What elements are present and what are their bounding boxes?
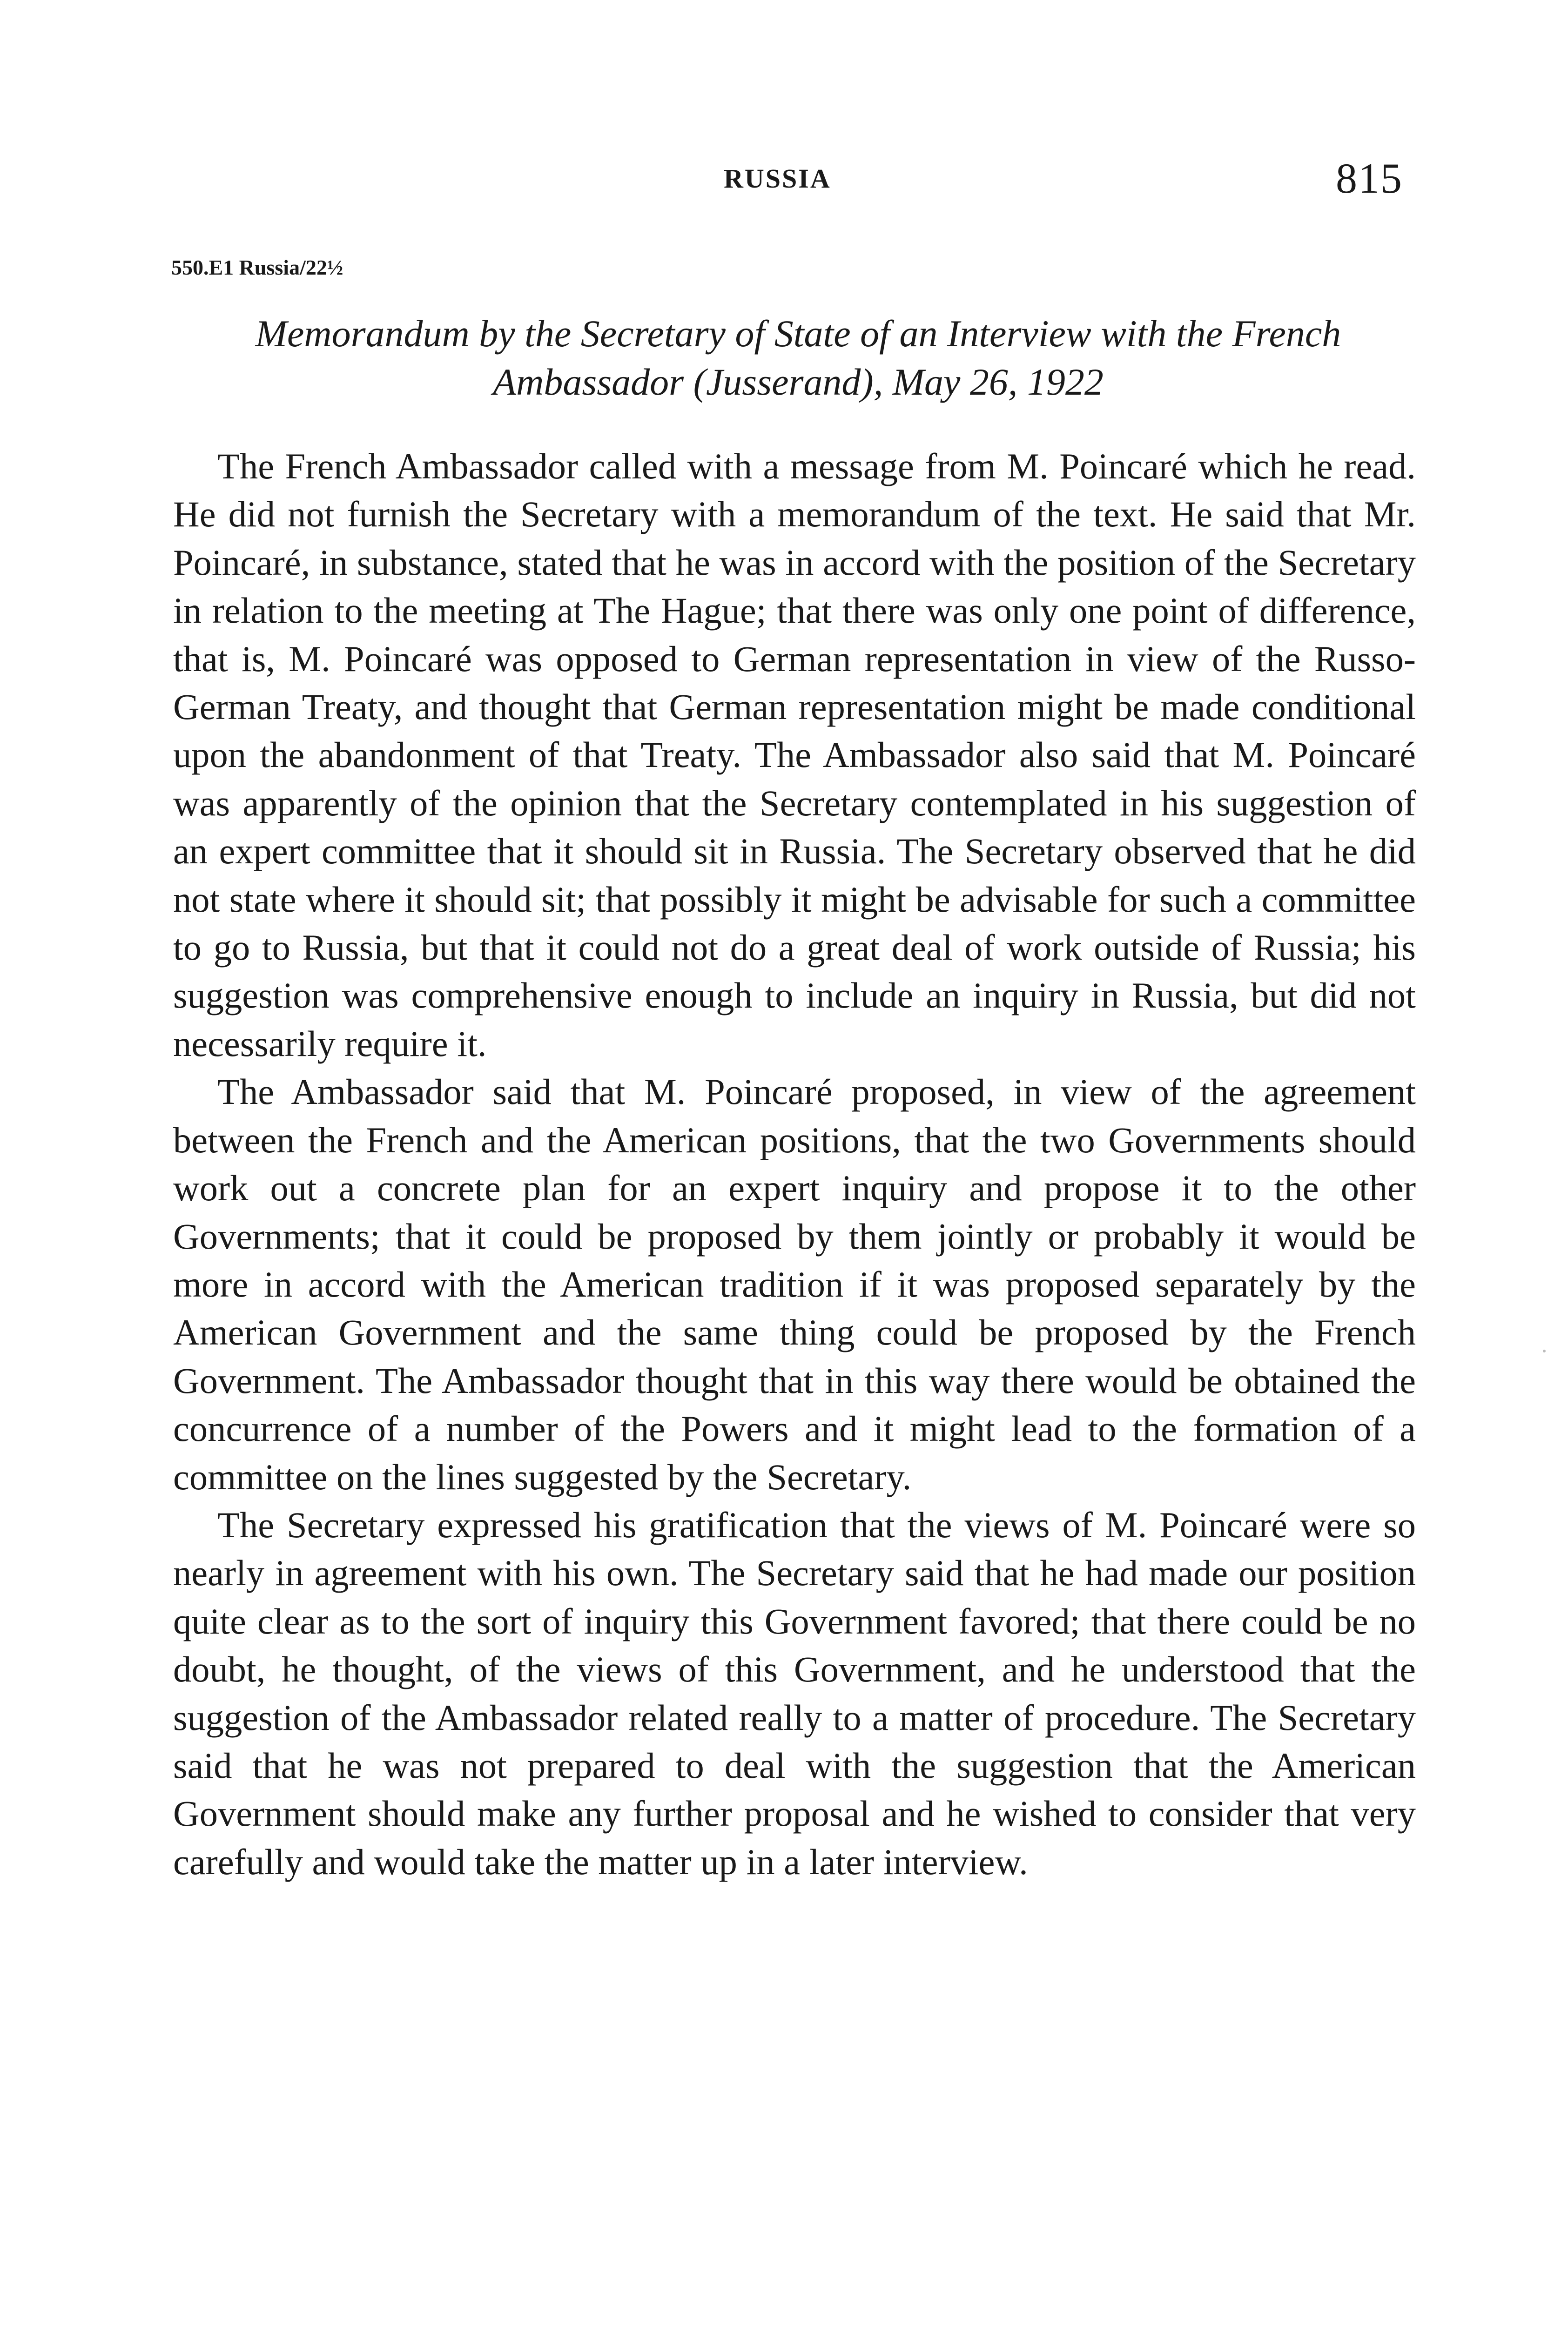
- running-head: [0, 154, 1568, 205]
- document-title: Memorandum by the Secretary of State of an Interview with the French Ambassador (Jusserand), May 26, 1922: [255, 312, 1341, 403]
- document-body: [173, 442, 1416, 1886]
- stray-mark: [1543, 1350, 1546, 1352]
- paragraph-2: The Ambassador said that M. Poincaré proposed, in view of the agreement between the French and the American positions, that the two Governments should work out a concrete plan for an expert inquiry and propose it to the other Governments; that it could be proposed by them jointly or probably it would be more in accord with the American tradition if it was proposed separately by the American Government and the same thing could be proposed by the French Government. The Ambassador thought that in this way there would be obtained the concurrence of a number of the Powers and it might lead to the formation of a committee on the lines suggested by the Secretary.: [173, 1071, 1416, 1497]
- file-number: 550.E1 Russia/22½: [171, 256, 343, 279]
- page-number: 815: [1336, 155, 1403, 202]
- paragraph-1: The French Ambassador called with a message from M. Poincaré which he read. He did not furnish the Secretary with a memorandum of the text. He said that Mr. Poincaré, in substance, stated that he was in accord with the position of the Secretary in relation to the meeting at The Hague; that there was only one point of difference, that is, M. Poincaré was opposed to German representation in view of the Russo-German Treaty, and thought that German representation might be made conditional upon the abandonment of that Treaty. The Ambassador also said that M. Poincaré was apparently of the opinion that the Secretary contemplated in his suggestion of an expert committee that it should sit in Russia. The Secretary observed that he did not state where it should sit; that possibly it might be advisable for such a committee to go to Russia, but that it could not do a great deal of work outside of Russia; his suggestion was comprehensive enough to include an inquiry in Russia, but did not necessarily require it.: [173, 446, 1416, 1064]
- running-title: RUSSIA: [724, 163, 831, 194]
- paragraph-3: The Secretary expressed his gratification that the views of M. Poincaré were so nearly in agreement with his own. The Secretary said that he had made our position quite clear as to the sort of inquiry this Government favored; that there could be no doubt, he thought, of the views of this Government, and he understood that the suggestion of the Ambassador related really to a matter of procedure. The Secretary said that he was not prepared to deal with the suggestion that the American Government should make any further proposal and he wished to consider that very carefully and would take the matter up in a later interview.: [173, 1504, 1416, 1882]
